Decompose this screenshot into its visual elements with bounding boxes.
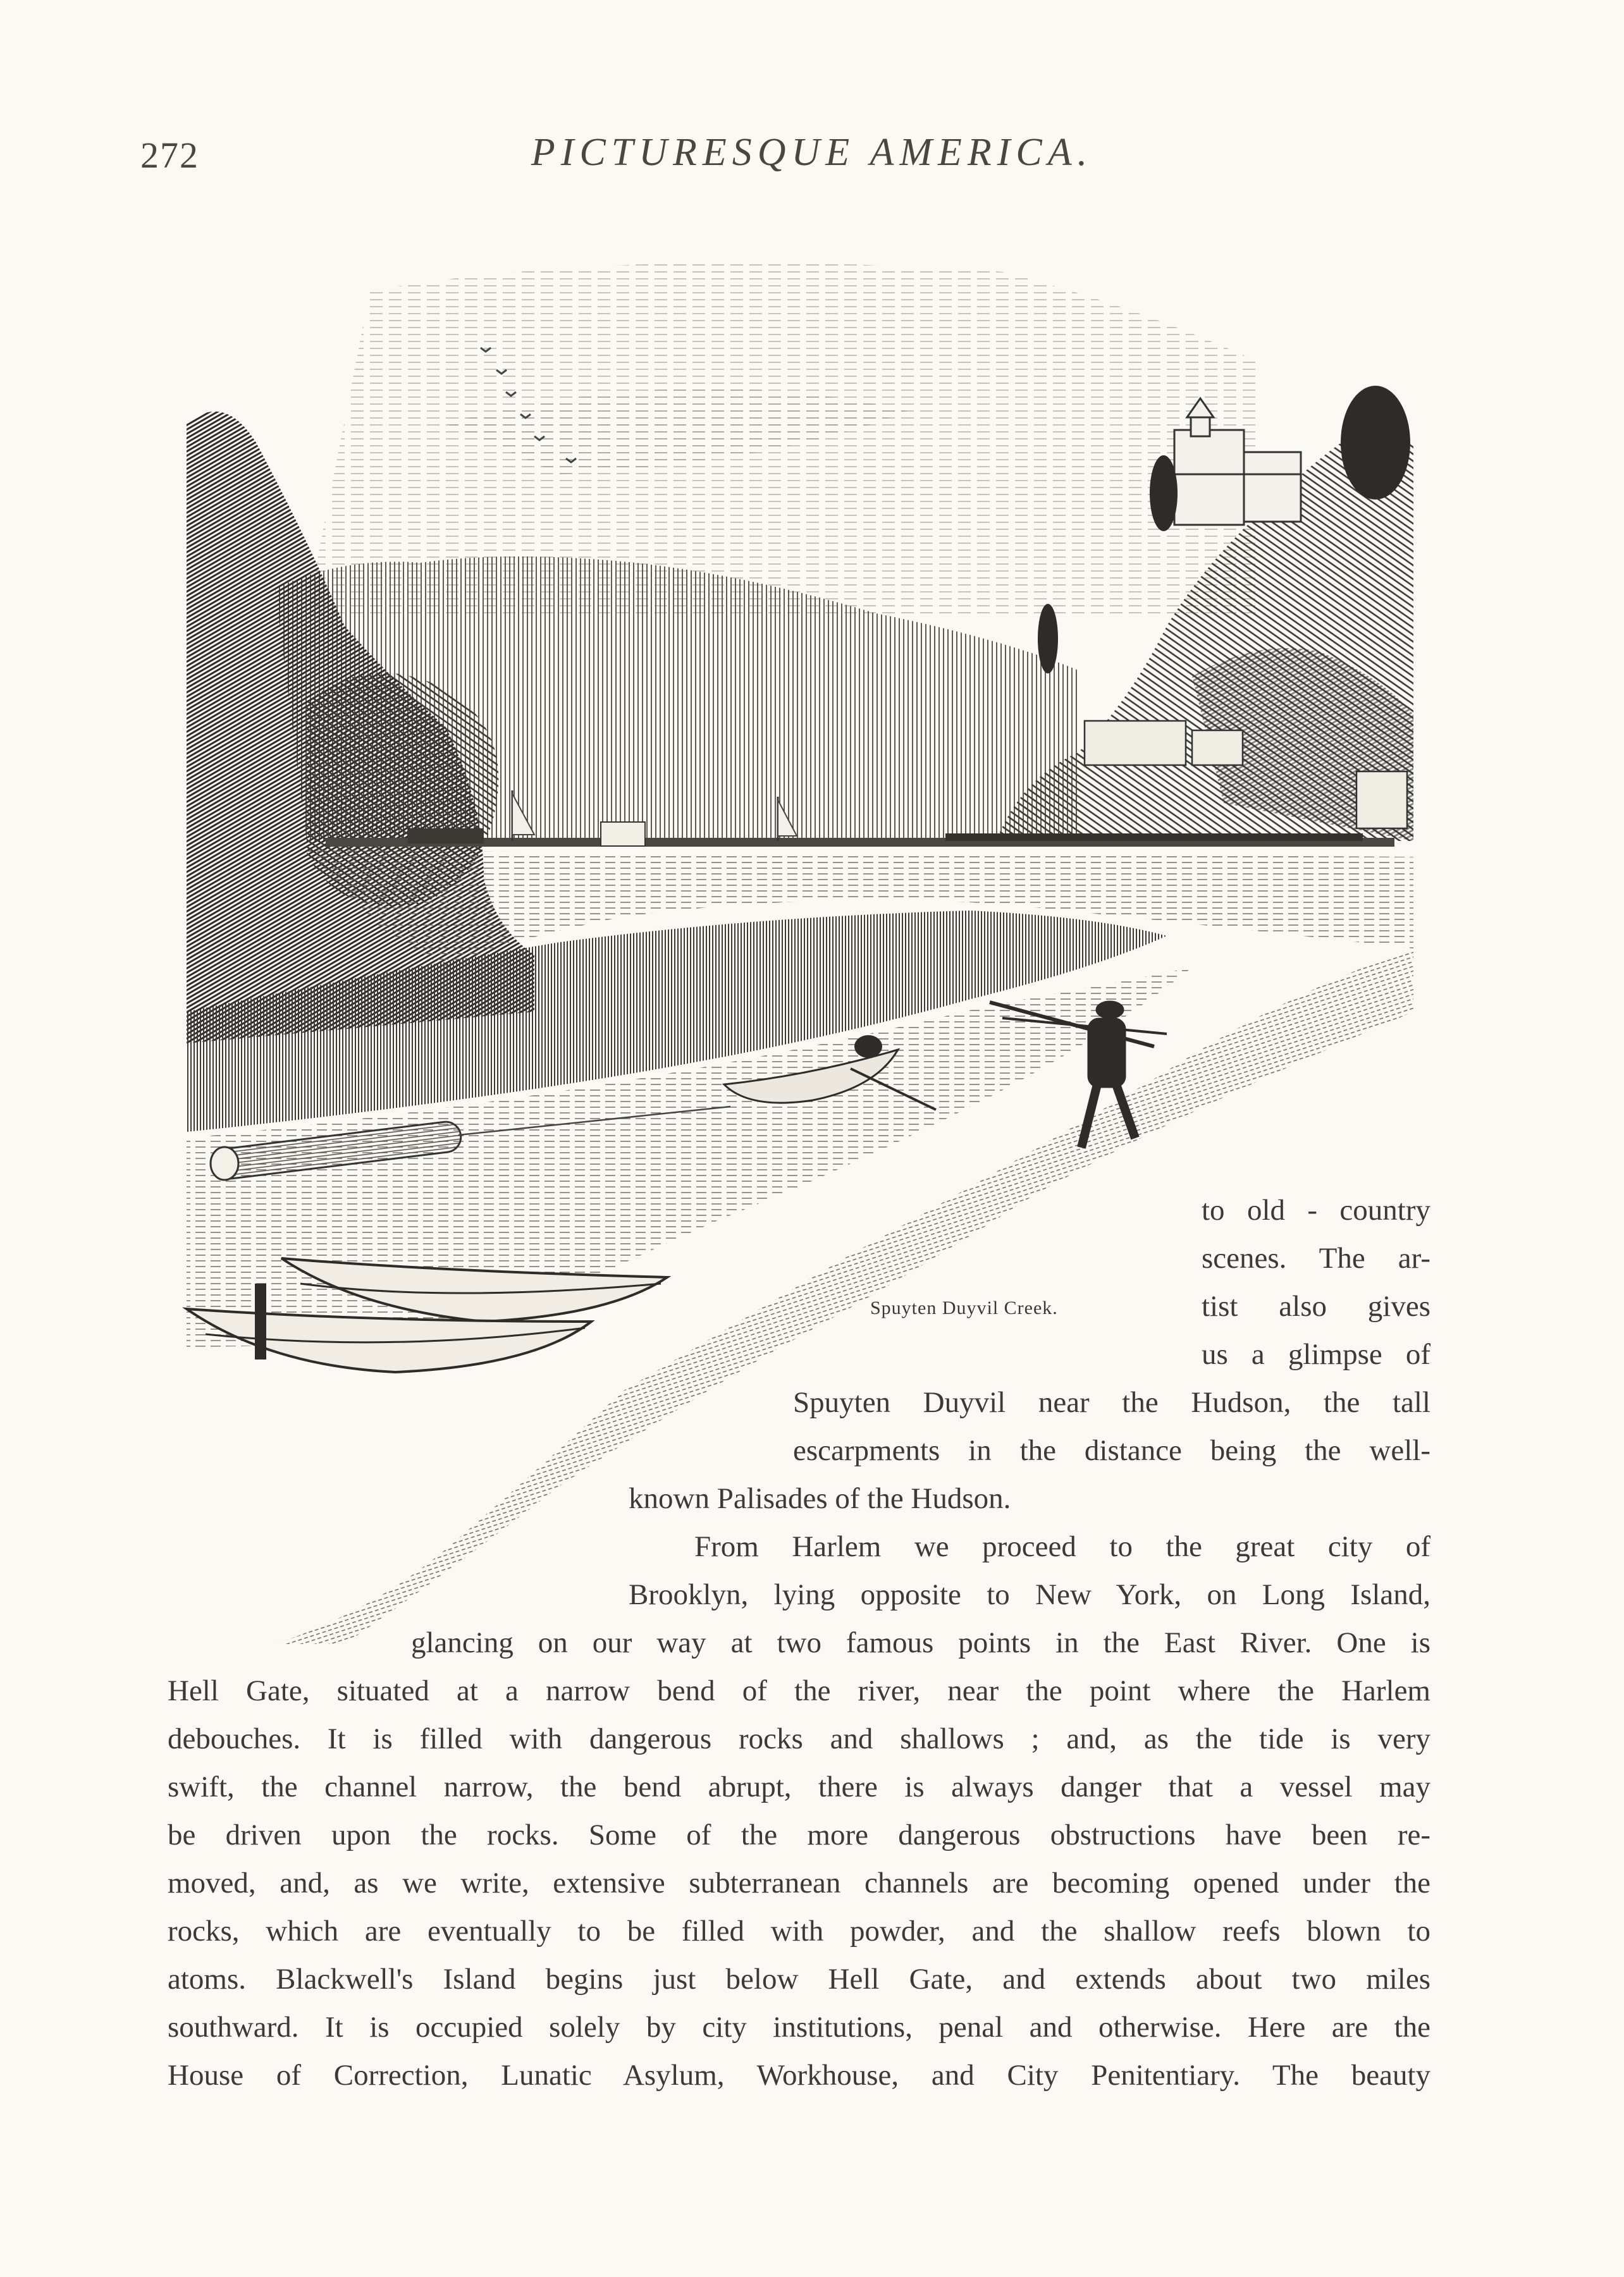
text-line: us a glimpse of	[1202, 1338, 1430, 1371]
text-line: to old - country	[1202, 1194, 1430, 1227]
text-line: glancing on our way at two famous points in the East River. One is	[411, 1626, 1430, 1659]
text-line: moved, and, as we write, extensive subterranean channels are becoming opened under the	[168, 1867, 1430, 1900]
text-line: scenes. The ar-	[1202, 1242, 1430, 1275]
text-line: Hell Gate, situated at a narrow bend of the river, near the point where the Harlem	[168, 1674, 1430, 1707]
text-line: From Harlem we proceed to the great city of	[694, 1530, 1430, 1563]
text-line: rocks, which are eventually to be filled with powder, and the shallow reefs blown to	[168, 1915, 1430, 1948]
text-line: Brooklyn, lying opposite to New York, on Long Island,	[629, 1578, 1430, 1611]
text-line: Spuyten Duyvil near the Hudson, the tall	[793, 1386, 1430, 1419]
running-title: PICTURESQUE AMERICA.	[531, 131, 1093, 174]
page-number: 272	[140, 135, 199, 176]
text-line: southward. It is occupied solely by city institutions, penal and otherwise. Here are the	[168, 2011, 1430, 2044]
illustration-caption: Spuyten Duyvil Creek.	[870, 1298, 1058, 1318]
text-line: swift, the channel narrow, the bend abrupt, there is always danger that a vessel may	[168, 1771, 1430, 1803]
text-line: atoms. Blackwell's Island begins just below Hell Gate, and extends about two miles	[168, 1963, 1430, 1996]
text-line: tist also gives	[1202, 1290, 1430, 1323]
text-line: House of Correction, Lunatic Asylum, Workhouse, and City Penitentiary. The beauty	[168, 2059, 1430, 2092]
text-line: debouches. It is filled with dangerous rocks and shallows ; and, as the tide is very	[168, 1722, 1430, 1755]
text-line: be driven upon the rocks. Some of the more dangerous obstructions have been re-	[168, 1819, 1430, 1851]
text-line: escarpments in the distance being the well-	[793, 1434, 1430, 1467]
text-line: known Palisades of the Hudson.	[629, 1482, 1011, 1515]
